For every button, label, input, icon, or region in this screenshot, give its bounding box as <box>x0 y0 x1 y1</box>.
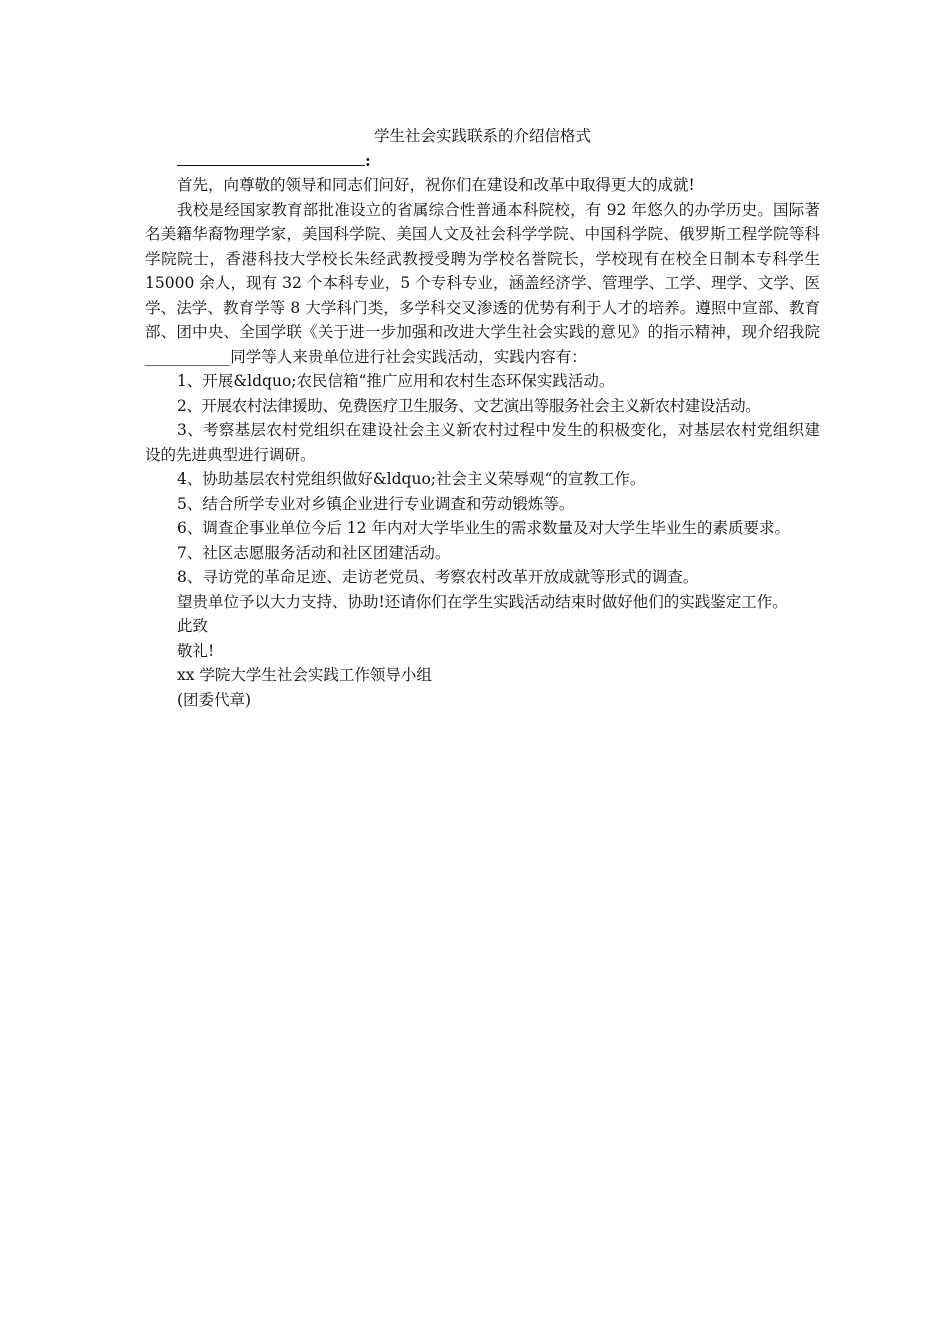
list-item: 7、社区志愿服务活动和社区团建活动。 <box>177 543 451 562</box>
request-paragraph: 望贵单位予以大力支持、协助!还请你们在学生实践活动结束时做好他们的实践鉴定工作。 <box>177 592 788 611</box>
list-item: 4、协助基层农村党组织做好&ldquo;社会主义荣辱观“的宣教工作。 <box>177 470 646 488</box>
document-title: 学生社会实践联系的介绍信格式 <box>373 127 591 145</box>
closing-regards: 敬礼! <box>177 641 215 660</box>
signature: xx 学院大学生社会实践工作领导小组 <box>177 666 432 684</box>
closing-salutation: 此致 <box>177 617 209 635</box>
intro-paragraph: 我校是经国家教育部批准设立的省属综合性普通本科院校，有 92 年悠久的办学历史。国际著名美籍华裔物理学家，美国科学院、美国人文及社会科学学院、中国科学院、俄罗斯工程学院等科学院院士，香港科技大学校长朱经武教授受聘为学校名誉院长，学校现有在校全日制本专科学生 15000 余人，现有 32 个本科专业，5 个专科专业，涵盖经济学、管理学、工学、理学、文学、医学、法学、教育学等 8 大学科门类，多学科交叉渗透的优势有利于人才的培养。遵照中宣部、教育部、团中央、全国学联《关于进一步加强和改进大学生社会实践的意见》的指示精神，现介绍我院___________同学等人来贵单位进行社会实践活动，实践内容有： <box>145 200 821 366</box>
stamp-note: (团委代章) <box>177 690 252 709</box>
list-item: 6、调查企事业单位今后 12 年内对大学毕业生的需求数量及对大学生毕业生的素质要求。 <box>177 519 790 537</box>
list-item: 5、结合所学专业对乡镇企业进行专业调查和劳动锻炼等。 <box>177 494 575 513</box>
greeting-paragraph: 首先，向尊敬的领导和同志们问好，祝你们在建设和改革中取得更大的成就! <box>177 176 695 194</box>
salutation-line <box>145 149 820 174</box>
list-item: 8、寻访党的革命足迹、走访老党员、考察农村改革开放成就等形式的调查。 <box>177 568 699 586</box>
list-item: 2、开展农村法律援助、免费医疗卫生服务、文艺演出等服务社会主义新农村建设活动。 <box>177 396 761 415</box>
list-item: 3、考察基层农村党组织在建设社会主义新农村过程中发生的积极变化，对基层农村党组织建设的先进典型进行调研。 <box>145 421 820 464</box>
recipient-blank <box>177 150 365 166</box>
letter-page <box>145 124 820 712</box>
salutation-colon: : <box>365 150 371 170</box>
list-item: 1、开展&ldquo;农民信箱“推广应用和农村生态环保实践活动。 <box>177 372 615 390</box>
